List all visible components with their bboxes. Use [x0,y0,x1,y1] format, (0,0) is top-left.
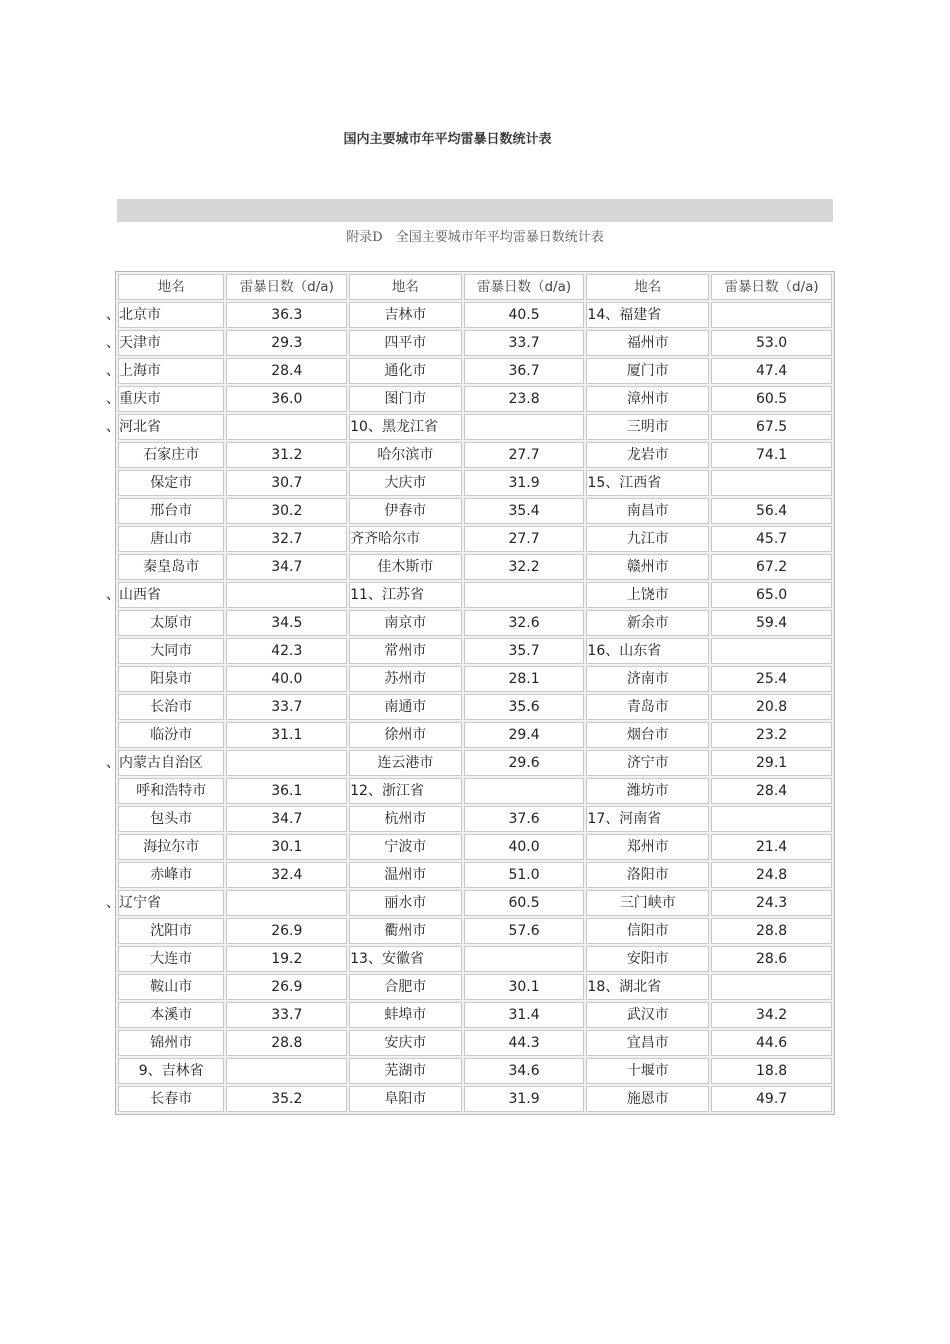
place-name-cell: 齐齐哈尔市 [349,526,462,552]
place-name-cell: 南京市 [349,610,462,636]
place-name-cell: 长春市 [118,1086,224,1112]
table-row [118,358,832,384]
place-name-cell: 沈阳市 [118,918,224,944]
place-name-cell: 常州市 [349,638,462,664]
thunder-days-cell: 34.2 [711,1002,832,1028]
thunder-days-cell [464,946,585,972]
province-name: 上海市 [119,363,161,379]
list-marker: 、 [106,363,120,379]
table-row [118,974,832,1000]
place-name-cell: 郑州市 [586,834,709,860]
thunder-days-cell: 24.8 [711,862,832,888]
place-name-cell: 石家庄市 [118,442,224,468]
thunder-days-cell: 28.4 [711,778,832,804]
header-thunder-days: 雷暴日数（d/a) [226,274,347,300]
table-header-row [118,274,832,300]
thunder-days-cell: 27.7 [464,442,585,468]
place-name-cell: 大庆市 [349,470,462,496]
place-name-cell: 9、吉林省 [118,1058,224,1084]
table-row [118,1058,832,1084]
place-name-cell: 丽水市 [349,890,462,916]
thunder-days-cell: 34.7 [226,554,347,580]
table-row [118,470,832,496]
thunder-days-cell: 33.7 [226,694,347,720]
thunder-days-cell: 35.7 [464,638,585,664]
place-name-cell: 阳泉市 [118,666,224,692]
thunder-days-cell: 74.1 [711,442,832,468]
thunder-days-cell [226,750,347,776]
thunder-days-cell: 42.3 [226,638,347,664]
thunder-days-cell: 27.7 [464,526,585,552]
thunder-days-cell: 28.8 [711,918,832,944]
thunder-days-cell: 35.4 [464,498,585,524]
header-place-name: 地名 [349,274,462,300]
thunder-days-cell: 31.2 [226,442,347,468]
thunder-days-cell: 31.9 [464,470,585,496]
place-name-cell: 四平市 [349,330,462,356]
table-row [118,750,832,776]
place-name-cell: 大连市 [118,946,224,972]
place-name-cell: 大同市 [118,638,224,664]
place-name-cell: 唐山市 [118,526,224,552]
thunder-days-cell: 28.1 [464,666,585,692]
place-name-cell: 漳州市 [586,386,709,412]
table-row [118,806,832,832]
place-name-cell [106,750,224,776]
table-row [118,722,832,748]
thunder-days-cell [464,778,585,804]
thunder-days-cell [711,806,832,832]
place-name-cell: 南昌市 [586,498,709,524]
thunder-days-cell: 53.0 [711,330,832,356]
table-row [118,582,832,608]
province-name: 重庆市 [119,391,161,407]
thunder-days-cell: 32.4 [226,862,347,888]
place-name-cell: 徐州市 [349,722,462,748]
place-name-cell: 连云港市 [349,750,462,776]
place-name-cell: 秦皇岛市 [118,554,224,580]
header-place-name: 地名 [586,274,709,300]
thunder-days-cell: 30.1 [226,834,347,860]
place-name-cell: 伊春市 [349,498,462,524]
thunder-days-cell: 40.0 [226,666,347,692]
table-row [118,414,832,440]
place-name-cell: 济宁市 [586,750,709,776]
place-name-cell: 包头市 [118,806,224,832]
place-name-cell: 14、福建省 [586,302,709,328]
table-row [118,1030,832,1056]
table-row [118,442,832,468]
place-name-cell: 呼和浩特市 [118,778,224,804]
thunder-days-cell: 30.2 [226,498,347,524]
thunderstorm-days-table [106,271,835,1115]
thunder-days-cell: 34.6 [464,1058,585,1084]
thunder-days-cell [226,1058,347,1084]
header-place-name: 地名 [118,274,224,300]
place-name-cell: 太原市 [118,610,224,636]
thunder-days-cell: 29.6 [464,750,585,776]
table-row [118,330,832,356]
table-row [118,918,832,944]
thunder-days-cell: 59.4 [711,610,832,636]
thunder-days-cell: 29.3 [226,330,347,356]
thunder-days-cell [464,414,585,440]
place-name-cell: 本溪市 [118,1002,224,1028]
province-name: 内蒙古自治区 [119,755,203,771]
table-row [118,890,832,916]
thunder-days-cell: 18.8 [711,1058,832,1084]
thunder-days-cell: 29.4 [464,722,585,748]
thunder-days-cell: 34.7 [226,806,347,832]
thunder-days-cell [711,470,832,496]
thunder-days-cell [226,414,347,440]
thunder-days-cell: 34.5 [226,610,347,636]
thunder-days-cell [711,638,832,664]
place-name-cell: 11、江苏省 [349,582,462,608]
place-name-cell: 通化市 [349,358,462,384]
table-row [118,946,832,972]
thunder-days-cell: 36.3 [226,302,347,328]
thunder-days-cell: 40.0 [464,834,585,860]
thunder-days-cell: 26.9 [226,974,347,1000]
place-name-cell: 18、湖北省 [586,974,709,1000]
place-name-cell: 宜昌市 [586,1030,709,1056]
place-name-cell: 三门峡市 [586,890,709,916]
table-row [118,638,832,664]
place-name-cell [106,358,224,384]
table-row [118,1086,832,1112]
table-row [118,386,832,412]
place-name-cell: 海拉尔市 [118,834,224,860]
table-row [118,610,832,636]
place-name-cell: 安庆市 [349,1030,462,1056]
thunder-days-cell: 21.4 [711,834,832,860]
thunder-days-cell [711,302,832,328]
place-name-cell: 宁波市 [349,834,462,860]
thunder-days-cell: 23.2 [711,722,832,748]
thunder-days-cell: 36.7 [464,358,585,384]
table-row [118,834,832,860]
place-name-cell: 新余市 [586,610,709,636]
place-name-cell: 赤峰市 [118,862,224,888]
thunder-days-cell: 35.6 [464,694,585,720]
place-name-cell: 南通市 [349,694,462,720]
place-name-cell: 十堰市 [586,1058,709,1084]
place-name-cell: 佳木斯市 [349,554,462,580]
place-name-cell: 信阳市 [586,918,709,944]
list-marker: 、 [106,895,120,911]
thunder-days-cell: 30.7 [226,470,347,496]
place-name-cell [106,582,224,608]
place-name-cell [106,890,224,916]
thunder-days-cell: 20.8 [711,694,832,720]
document-title: 国内主要城市年平均雷暴日数统计表 [343,132,552,147]
thunder-days-cell: 25.4 [711,666,832,692]
thunder-days-cell [226,890,347,916]
thunder-days-cell: 45.7 [711,526,832,552]
place-name-cell: 苏州市 [349,666,462,692]
thunder-days-cell: 60.5 [464,890,585,916]
place-name-cell: 图门市 [349,386,462,412]
place-name-cell [106,302,224,328]
place-name-cell: 长治市 [118,694,224,720]
place-name-cell [106,330,224,356]
place-name-cell [106,414,224,440]
place-name-cell: 龙岩市 [586,442,709,468]
place-name-cell: 洛阳市 [586,862,709,888]
thunder-days-cell: 57.6 [464,918,585,944]
thunder-days-cell: 40.5 [464,302,585,328]
table-row [118,554,832,580]
thunder-days-cell: 32.6 [464,610,585,636]
thunder-days-cell: 28.6 [711,946,832,972]
list-marker: 、 [106,419,120,435]
province-name: 天津市 [119,335,161,351]
place-name-cell: 赣州市 [586,554,709,580]
header-thunder-days: 雷暴日数（d/a) [464,274,585,300]
thunder-days-cell: 19.2 [226,946,347,972]
place-name-cell: 厦门市 [586,358,709,384]
thunder-days-cell: 35.2 [226,1086,347,1112]
place-name-cell: 安阳市 [586,946,709,972]
place-name-cell: 潍坊市 [586,778,709,804]
header-thunder-days: 雷暴日数（d/a) [711,274,832,300]
thunder-days-cell: 37.6 [464,806,585,832]
place-name-cell: 12、浙江省 [349,778,462,804]
place-name-cell: 10、黑龙江省 [349,414,462,440]
thunder-days-cell: 36.0 [226,386,347,412]
place-name-cell: 13、安徽省 [349,946,462,972]
thunder-days-cell: 56.4 [711,498,832,524]
list-marker: 、 [106,335,120,351]
thunder-days-cell: 67.5 [711,414,832,440]
thunder-days-cell: 32.2 [464,554,585,580]
thunder-days-cell: 24.3 [711,890,832,916]
province-name: 辽宁省 [119,895,161,911]
thunder-days-cell: 28.4 [226,358,347,384]
list-marker: 、 [106,391,120,407]
place-name-cell: 合肥市 [349,974,462,1000]
place-name-cell: 阜阳市 [349,1086,462,1112]
list-marker: 、 [106,755,120,771]
place-name-cell: 温州市 [349,862,462,888]
thunder-days-cell: 28.8 [226,1030,347,1056]
thunder-days-cell: 51.0 [464,862,585,888]
thunder-days-cell: 67.2 [711,554,832,580]
place-name-cell: 15、江西省 [586,470,709,496]
place-name-cell: 青岛市 [586,694,709,720]
table-row [118,694,832,720]
place-name-cell: 衢州市 [349,918,462,944]
table-row [118,778,832,804]
table-row [118,498,832,524]
thunder-days-cell [711,974,832,1000]
place-name-cell: 邢台市 [118,498,224,524]
thunder-days-cell: 44.3 [464,1030,585,1056]
thunder-days-cell: 36.1 [226,778,347,804]
thunder-days-cell [464,582,585,608]
thunder-days-cell: 32.7 [226,526,347,552]
place-name-cell: 临汾市 [118,722,224,748]
thunder-days-cell: 60.5 [711,386,832,412]
place-name-cell: 吉林市 [349,302,462,328]
thunder-days-cell: 26.9 [226,918,347,944]
thunder-days-cell: 44.6 [711,1030,832,1056]
province-name: 北京市 [119,307,161,323]
place-name-cell: 芜湖市 [349,1058,462,1084]
place-name-cell: 三明市 [586,414,709,440]
list-marker: 、 [106,307,120,323]
province-name: 山西省 [119,587,161,603]
thunder-days-cell: 31.9 [464,1086,585,1112]
thunder-days-cell: 31.1 [226,722,347,748]
table-row [118,302,832,328]
thunder-days-cell: 33.7 [226,1002,347,1028]
place-name-cell: 保定市 [118,470,224,496]
list-marker: 、 [106,587,120,603]
place-name-cell: 福州市 [586,330,709,356]
thunder-days-cell: 65.0 [711,582,832,608]
place-name-cell: 烟台市 [586,722,709,748]
place-name-cell: 16、山东省 [586,638,709,664]
thunder-days-cell: 49.7 [711,1086,832,1112]
place-name-cell: 杭州市 [349,806,462,832]
header-bar [117,199,833,222]
table-row [118,862,832,888]
thunder-days-cell: 33.7 [464,330,585,356]
thunder-days-cell: 30.1 [464,974,585,1000]
thunder-days-cell: 47.4 [711,358,832,384]
place-name-cell: 上饶市 [586,582,709,608]
place-name-cell: 锦州市 [118,1030,224,1056]
place-name-cell: 鞍山市 [118,974,224,1000]
province-name: 河北省 [119,419,161,435]
table-row [118,1002,832,1028]
place-name-cell: 蚌埠市 [349,1002,462,1028]
table-row [118,526,832,552]
place-name-cell: 施恩市 [586,1086,709,1112]
place-name-cell: 武汉市 [586,1002,709,1028]
place-name-cell: 哈尔滨市 [349,442,462,468]
place-name-cell: 17、河南省 [586,806,709,832]
thunder-days-cell: 31.4 [464,1002,585,1028]
thunder-days-cell: 23.8 [464,386,585,412]
thunder-days-cell: 29.1 [711,750,832,776]
place-name-cell: 济南市 [586,666,709,692]
thunder-days-cell [226,582,347,608]
table-row [118,666,832,692]
place-name-cell [106,386,224,412]
table-caption: 附录D 全国主要城市年平均雷暴日数统计表 [346,230,604,245]
place-name-cell: 九江市 [586,526,709,552]
